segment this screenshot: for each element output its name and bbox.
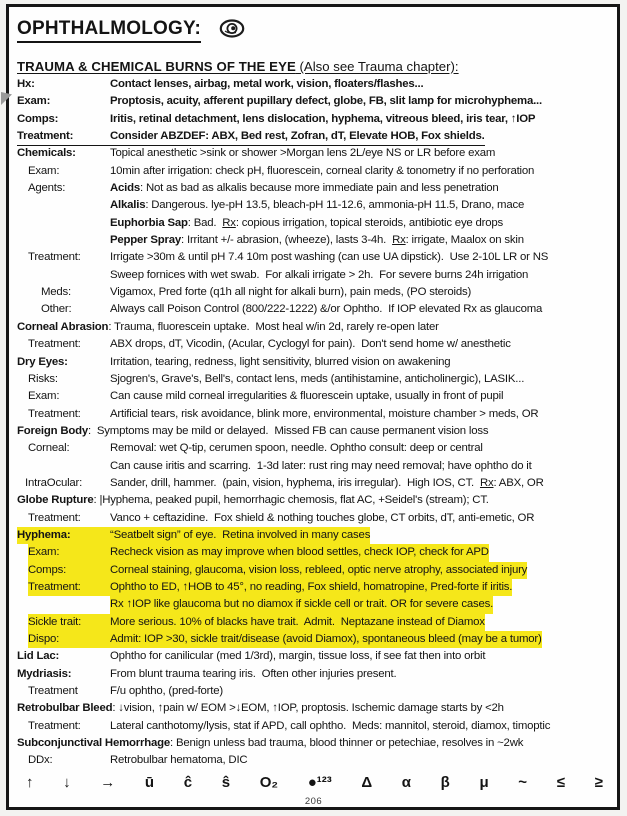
row-label: Meds:	[41, 286, 72, 299]
row-text: Sweep fornices with wet swab. For alkali irrigate > 2h. For severe burns 24h irrigation	[110, 268, 529, 281]
content-row	[17, 562, 613, 579]
section-heading	[17, 58, 613, 75]
row-text: From blunt trauma tearing iris. Often other injuries present.	[110, 667, 397, 680]
row-text: Alkalis: Dangerous. lye-pH 13.5, bleach-pH 11-12.6, ammonia-pH 11.5, Drano, mace	[110, 199, 525, 212]
row-label: Lid Lac:	[17, 650, 60, 663]
row-text: : Trauma, fluorescein uptake. Most heal w/in 2d, rarely re-open later	[108, 320, 439, 333]
content-row	[17, 215, 613, 232]
row-label: Corneal:	[28, 442, 70, 455]
row-label: Hx:	[17, 78, 35, 90]
row-text: “Seatbelt sign” of eye. Retina involved in many cases	[110, 528, 371, 541]
page-header	[14, 15, 613, 45]
row-text: Retrobulbar hematoma, DIC	[110, 754, 248, 767]
row-text: : Benign unless bad trauma, blood thinner or petechiae, resolves in ~2wk	[170, 737, 524, 750]
row-label: Treatment:	[28, 338, 81, 351]
content-row	[17, 527, 613, 544]
row-label: Exam:	[28, 164, 60, 177]
row-text: More serious. 10% of blacks have trait. Admit. Neptazane instead of Diamox	[110, 615, 485, 628]
content-row	[17, 128, 613, 145]
page-number: 206	[304, 795, 323, 807]
row-label: Agents:	[28, 182, 66, 195]
section-heading-title: TRAUMA & CHEMICAL BURNS OF THE EYE	[17, 59, 296, 74]
content-row	[17, 284, 613, 301]
content-row	[17, 458, 613, 475]
row-text: Admit: IOP >30, sickle trait/disease (avoid Diamox), spontaneous bleed (may be a tumor)	[110, 633, 542, 645]
row-label: Treatment:	[28, 251, 81, 264]
content-row	[17, 752, 613, 769]
content-row	[17, 354, 613, 371]
row-label: Other:	[41, 303, 72, 316]
row-text: Topical anesthetic >sink or shower >Morgan lens 2L/eye NS or LR before exam	[110, 147, 496, 160]
row-label: Treatment:	[28, 407, 81, 420]
row-text: F/u ophtho, (pred-forte)	[110, 685, 223, 698]
row-label: Comps:	[17, 112, 59, 125]
legend-symbol: ≤	[556, 773, 565, 791]
row-text: Lateral canthotomy/lysis, stat if APD, call ophtho. Meds: mannitol, steroid, diamox, timoptic	[110, 719, 551, 732]
row-text: Consider ABZDEF: ABX, Bed rest, Zofran, dT, Elevate HOB, Fox shields.	[110, 130, 485, 143]
content-row	[17, 267, 613, 284]
content-row	[17, 197, 613, 214]
legend-symbol: ~	[518, 773, 528, 791]
row-text: : |Hyphema, peaked pupil, hemorrhagic chemosis, flat AC, +Seidel's (stream); CT.	[93, 494, 489, 507]
content-row	[17, 232, 613, 249]
content-row	[17, 93, 613, 110]
legend-symbol: ≥	[594, 773, 603, 791]
row-label: Subconjunctival Hemorrhage	[17, 737, 171, 750]
row-text: Can cause iritis and scarring. 1-3d later: rust ring may need removal; have ophtho do it	[110, 459, 532, 472]
content-row	[17, 700, 613, 717]
row-label: Risks:	[28, 372, 58, 385]
row-text: Ophtho for canilicular (med 1/3rd), margin, tissue loss, if see fat then into orbit	[110, 650, 486, 663]
content-row	[17, 614, 613, 631]
row-label: Exam:	[17, 95, 51, 108]
content-row	[17, 718, 613, 735]
row-label: Treatment:	[28, 580, 81, 593]
legend-symbol: ●¹²³	[307, 773, 332, 791]
content-row	[17, 735, 613, 752]
row-text: Can cause mild corneal irregularities & fluorescein uptake, usually in front of pupil	[110, 390, 504, 403]
eye-icon	[219, 19, 245, 38]
content-row	[17, 111, 613, 128]
row-text: ABX drops, dT, Vicodin, (Acular, Cyclogyl for pain). Don't send home w/ anesthetic	[110, 338, 511, 351]
row-text: Euphorbia Sap: Bad. Rx: copious irrigation, topical steroids, antibiotic eye drops	[110, 216, 504, 229]
legend-symbol: ↑	[26, 773, 34, 791]
row-label: Chemicals:	[17, 147, 76, 160]
content-row	[17, 544, 613, 561]
row-text: Artificial tears, risk avoidance, blink more, environmental, moisture chamber > meds, OR	[110, 407, 539, 420]
row-label: Retrobulbar Bleed	[17, 702, 113, 715]
row-label: Treatment:	[17, 130, 74, 143]
content-row	[17, 666, 613, 683]
row-label: Mydriasis:	[17, 667, 72, 680]
row-label: Comps:	[28, 563, 67, 576]
content-row	[17, 76, 613, 93]
content-row	[17, 510, 613, 527]
row-text: Corneal staining, glaucoma, vision loss, rebleed, optic nerve atrophy, associated injury	[110, 563, 528, 576]
content-row	[17, 475, 613, 492]
content-row	[17, 579, 613, 596]
content-row	[17, 180, 613, 197]
page-title: OPHTHALMOLOGY:	[17, 18, 201, 43]
row-text: Vanco + ceftazidine. Fox shield & nothing touches globe, CT orbits, dT, anti-emetic, OR	[110, 511, 535, 524]
legend-symbol: ĉ	[183, 773, 193, 791]
row-text: Always call Poison Control (800/222-1222) &/or Ophtho. If IOP elevated Rx as glaucoma	[110, 303, 543, 316]
row-text: Ophtho to ED, ↑HOB to 45°, no reading, Fox shield, homatropine, Pred-forte if iritis.	[110, 580, 513, 593]
row-label: Hyphema:	[17, 528, 71, 541]
row-text: Proptosis, acuity, afferent pupillary defect, globe, FB, slit lamp for microhyphema...	[110, 95, 542, 108]
row-label: IntraOcular:	[25, 476, 83, 489]
legend-symbol: ŝ	[221, 773, 231, 791]
row-label: Exam:	[28, 390, 60, 403]
row-text: Rx ↑IOP like glaucoma but no diamox if sickle cell or trait. OR for severe cases.	[110, 598, 494, 611]
row-text: Irritation, tearing, redness, light sensitivity, blurred vision on awakening	[110, 355, 451, 368]
content-row	[17, 336, 613, 353]
content-row	[17, 145, 613, 162]
content-row	[17, 163, 613, 180]
row-label: Sickle trait:	[28, 615, 82, 628]
content-row	[17, 596, 613, 613]
content-row	[17, 440, 613, 457]
content-row	[17, 319, 613, 336]
row-text: Removal: wet Q-tip, cerumen spoon, needle. Ophtho consult: deep or central	[110, 442, 483, 455]
legend-symbol: ↓	[63, 773, 71, 791]
row-text: Pepper Spray: Irritant +/- abrasion, (wheeze), lasts 3-4h. Rx: irrigate, Maalox on skin	[110, 234, 524, 247]
row-label: Dry Eyes:	[17, 355, 68, 368]
content-row	[17, 301, 613, 318]
row-label: DDx:	[28, 754, 53, 767]
row-text: Acids: Not as bad as alkalis because more immediate pain and less penetration	[110, 182, 499, 195]
content-row	[17, 683, 613, 700]
row-text: Recheck vision as may improve when blood settles, check IOP, check for APD	[110, 546, 489, 559]
row-text: : ↓vision, ↑pain w/ EOM >↓EOM, ↑IOP, proptosis. Ischemic damage starts by <2h	[112, 702, 504, 715]
row-text: Contact lenses, airbag, metal work, vision, floaters/flashes...	[110, 78, 424, 90]
content-row	[17, 406, 613, 423]
row-label: Treatment	[28, 685, 78, 698]
legend-symbol: β	[440, 773, 450, 791]
row-label: Exam:	[28, 546, 60, 559]
legend-symbol: α	[401, 773, 412, 791]
row-text: : Symptoms may be mild or delayed. Missed FB can cause permanent vision loss	[88, 424, 489, 437]
content-row	[17, 648, 613, 665]
row-text: 10min after irrigation: check pH, fluorescein, corneal clarity & tonometry if no perforation	[110, 164, 535, 177]
legend-symbol: μ	[479, 773, 489, 791]
content-row	[17, 492, 613, 509]
content-row	[17, 371, 613, 388]
legend-symbol: Δ	[361, 773, 373, 791]
row-label: Globe Rupture	[17, 494, 94, 507]
content-row	[17, 423, 613, 440]
legend-symbol: O₂	[259, 773, 279, 791]
row-label: Dispo:	[28, 633, 60, 645]
content-row	[17, 249, 613, 266]
row-text: Vigamox, Pred forte (q1h all night for alkali burn), pain meds, (PO steroids)	[110, 286, 472, 299]
content-row	[17, 631, 613, 648]
symbol-legend	[26, 773, 603, 793]
section-heading-note: (Also see Trauma chapter):	[295, 59, 459, 74]
content-rows	[17, 76, 613, 770]
legend-symbol: →	[100, 773, 116, 791]
row-label: Corneal Abrasion	[17, 320, 109, 333]
row-label: Foreign Body	[17, 424, 89, 437]
row-text: Iritis, retinal detachment, lens dislocation, hyphema, vitreous bleed, iris tear, ↑IOP	[110, 112, 536, 125]
legend-symbol: ū	[144, 773, 155, 791]
row-label: Treatment:	[28, 511, 81, 524]
row-text: Sjogren's, Grave's, Bell's, contact lens, meds (antihistamine, anticholinergic), LASIK...	[110, 372, 525, 385]
page-frame	[6, 4, 620, 810]
row-text: Sander, drill, hammer. (pain, vision, hyphema, iris irregular). High IOS, CT. Rx: ABX, OR	[110, 476, 544, 489]
row-text: Irrigate >30m & until pH 7.4 10m post washing (can use UA dipstick). Use 2-10L LR or NS	[110, 251, 549, 264]
content-row	[17, 388, 613, 405]
row-label: Treatment:	[28, 719, 81, 732]
